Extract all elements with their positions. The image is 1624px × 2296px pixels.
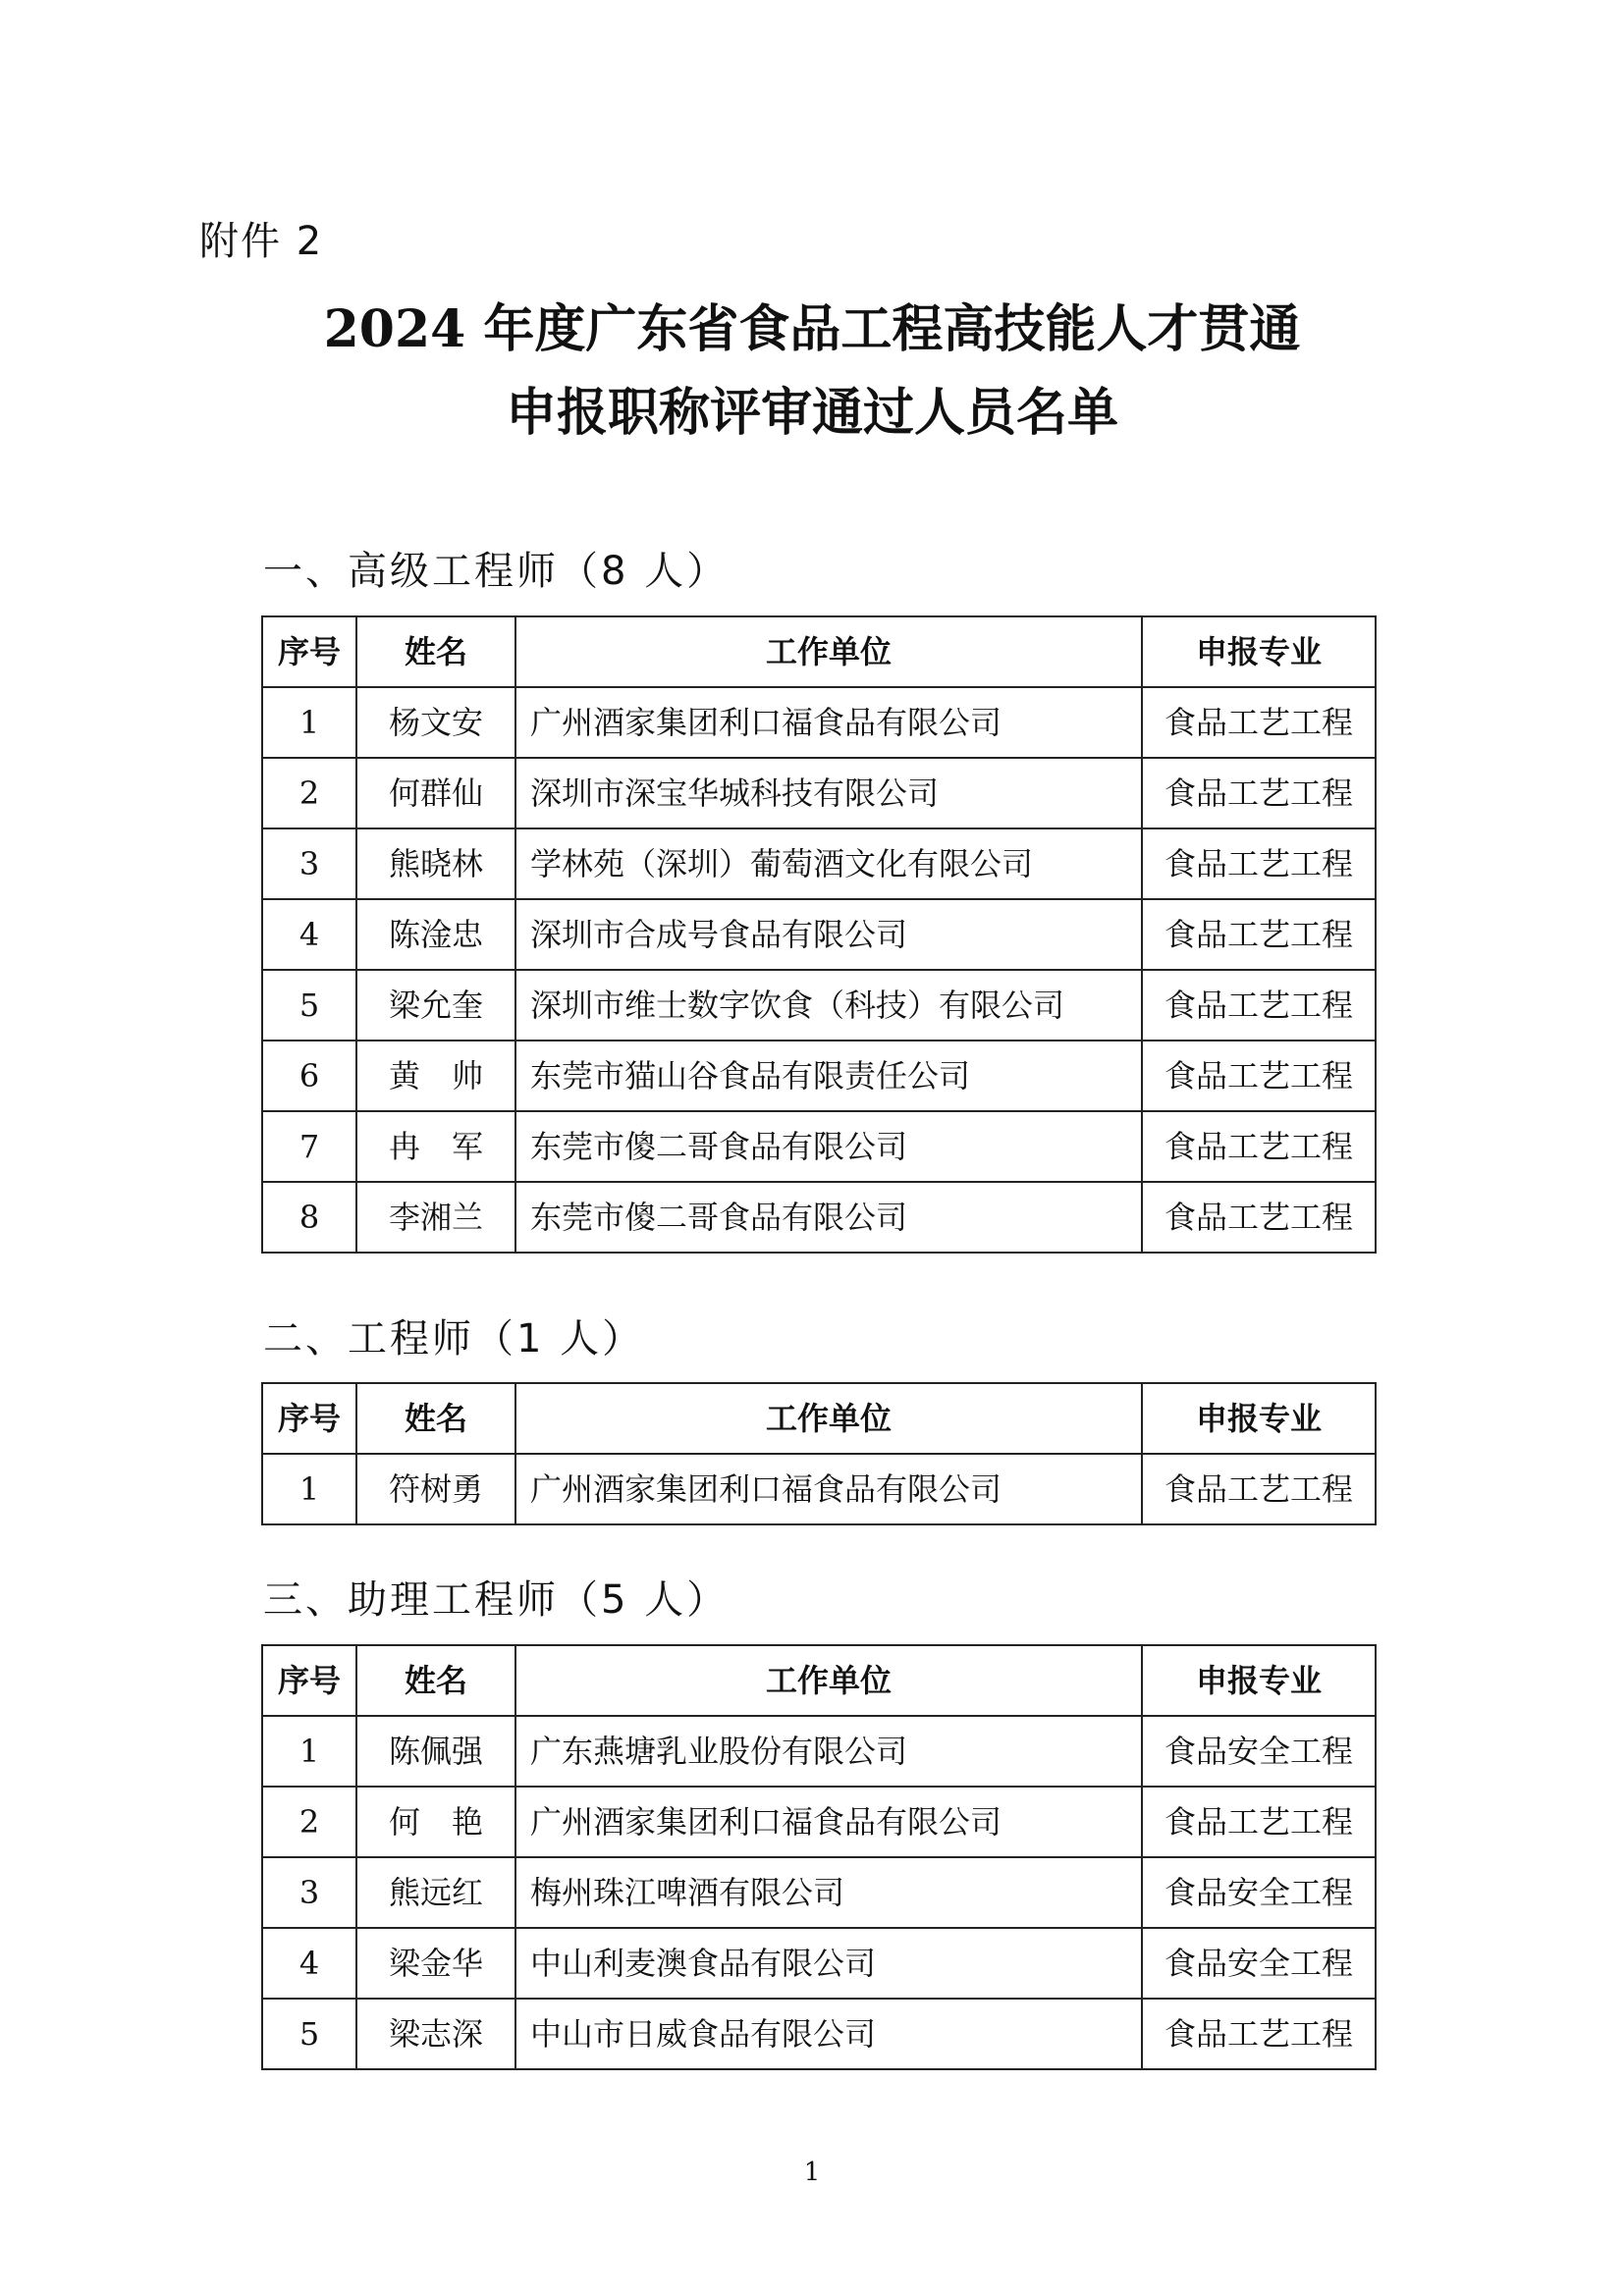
row-unit: 中山利麦澳食品有限公司 bbox=[515, 1928, 1142, 1999]
row-no: 6 bbox=[262, 1041, 356, 1111]
row-name: 何 艳 bbox=[356, 1787, 515, 1857]
header-major: 申报专业 bbox=[1142, 1383, 1376, 1454]
header-unit: 工作单位 bbox=[515, 1383, 1142, 1454]
row-unit: 学林苑（深圳）葡萄酒文化有限公司 bbox=[515, 828, 1142, 899]
row-major: 食品工艺工程 bbox=[1142, 1182, 1376, 1253]
table-row bbox=[262, 687, 1376, 758]
row-no: 1 bbox=[262, 1716, 356, 1787]
table-row bbox=[262, 1111, 1376, 1182]
header-unit: 工作单位 bbox=[515, 616, 1142, 687]
attachment-label: 附件 2 bbox=[199, 219, 324, 264]
row-unit: 深圳市合成号食品有限公司 bbox=[515, 899, 1142, 970]
row-major: 食品安全工程 bbox=[1142, 1857, 1376, 1928]
row-no: 2 bbox=[262, 1787, 356, 1857]
row-name: 梁志深 bbox=[356, 1999, 515, 2069]
row-name: 熊晓林 bbox=[356, 828, 515, 899]
section-heading-engineer: 二、工程师（1 人） bbox=[263, 1316, 645, 1362]
section-heading-assistant-engineer: 三、助理工程师（5 人） bbox=[263, 1577, 730, 1623]
table-header-row bbox=[262, 616, 1376, 687]
row-major: 食品工艺工程 bbox=[1142, 899, 1376, 970]
row-no: 2 bbox=[262, 758, 356, 828]
document-title-line-2: 申报职称评审通过人员名单 bbox=[505, 383, 1118, 443]
row-unit: 深圳市维士数字饮食（科技）有限公司 bbox=[515, 970, 1142, 1041]
engineer-table bbox=[261, 1382, 1377, 1525]
row-major: 食品工艺工程 bbox=[1142, 1111, 1376, 1182]
row-unit: 梅州珠江啤酒有限公司 bbox=[515, 1857, 1142, 1928]
header-name: 姓名 bbox=[356, 1383, 515, 1454]
row-name: 符树勇 bbox=[356, 1454, 515, 1524]
header-name: 姓名 bbox=[356, 1645, 515, 1716]
row-unit: 广州酒家集团利口福食品有限公司 bbox=[515, 687, 1142, 758]
row-name: 陈淦忠 bbox=[356, 899, 515, 970]
row-name: 熊远红 bbox=[356, 1857, 515, 1928]
header-no: 序号 bbox=[262, 1383, 356, 1454]
senior-engineer-table bbox=[261, 615, 1377, 1254]
header-no: 序号 bbox=[262, 616, 356, 687]
page-number: 1 bbox=[803, 2158, 821, 2187]
row-no: 8 bbox=[262, 1182, 356, 1253]
row-major: 食品工艺工程 bbox=[1142, 1999, 1376, 2069]
assistant-engineer-table bbox=[261, 1644, 1377, 2070]
row-name: 黄 帅 bbox=[356, 1041, 515, 1111]
row-name: 梁允奎 bbox=[356, 970, 515, 1041]
row-no: 1 bbox=[262, 687, 356, 758]
row-major: 食品工艺工程 bbox=[1142, 828, 1376, 899]
row-unit: 中山市日威食品有限公司 bbox=[515, 1999, 1142, 2069]
header-unit: 工作单位 bbox=[515, 1645, 1142, 1716]
header-name: 姓名 bbox=[356, 616, 515, 687]
row-major: 食品工艺工程 bbox=[1142, 1041, 1376, 1111]
row-name: 梁金华 bbox=[356, 1928, 515, 1999]
row-major: 食品工艺工程 bbox=[1142, 970, 1376, 1041]
table-row bbox=[262, 1716, 1376, 1787]
table-row bbox=[262, 1999, 1376, 2069]
row-no: 1 bbox=[262, 1454, 356, 1524]
table-row bbox=[262, 1787, 1376, 1857]
row-unit: 东莞市猫山谷食品有限责任公司 bbox=[515, 1041, 1142, 1111]
row-no: 3 bbox=[262, 1857, 356, 1928]
row-major: 食品安全工程 bbox=[1142, 1716, 1376, 1787]
table-row bbox=[262, 1041, 1376, 1111]
row-no: 4 bbox=[262, 1928, 356, 1999]
row-unit: 东莞市傻二哥食品有限公司 bbox=[515, 1182, 1142, 1253]
row-major: 食品工艺工程 bbox=[1142, 758, 1376, 828]
row-no: 3 bbox=[262, 828, 356, 899]
table-row bbox=[262, 970, 1376, 1041]
table-row bbox=[262, 899, 1376, 970]
row-major: 食品工艺工程 bbox=[1142, 687, 1376, 758]
row-name: 陈佩强 bbox=[356, 1716, 515, 1787]
table-row bbox=[262, 1928, 1376, 1999]
header-no: 序号 bbox=[262, 1645, 356, 1716]
row-name: 李湘兰 bbox=[356, 1182, 515, 1253]
row-name: 何群仙 bbox=[356, 758, 515, 828]
row-major: 食品工艺工程 bbox=[1142, 1454, 1376, 1524]
section-heading-senior-engineer: 一、高级工程师（8 人） bbox=[263, 549, 730, 594]
table-row bbox=[262, 1454, 1376, 1524]
row-no: 4 bbox=[262, 899, 356, 970]
row-name: 冉 军 bbox=[356, 1111, 515, 1182]
row-unit: 广东燕塘乳业股份有限公司 bbox=[515, 1716, 1142, 1787]
row-name: 杨文安 bbox=[356, 687, 515, 758]
table-row bbox=[262, 758, 1376, 828]
table-header-row bbox=[262, 1383, 1376, 1454]
header-major: 申报专业 bbox=[1142, 1645, 1376, 1716]
table-header-row bbox=[262, 1645, 1376, 1716]
document-title-line-1: 2024 年度广东省食品工程高技能人才贯通 bbox=[323, 299, 1301, 359]
row-unit: 深圳市深宝华城科技有限公司 bbox=[515, 758, 1142, 828]
row-unit: 广州酒家集团利口福食品有限公司 bbox=[515, 1454, 1142, 1524]
row-no: 7 bbox=[262, 1111, 356, 1182]
table-row bbox=[262, 1182, 1376, 1253]
table-row bbox=[262, 828, 1376, 899]
row-major: 食品工艺工程 bbox=[1142, 1787, 1376, 1857]
table-row bbox=[262, 1857, 1376, 1928]
row-unit: 广州酒家集团利口福食品有限公司 bbox=[515, 1787, 1142, 1857]
row-no: 5 bbox=[262, 970, 356, 1041]
row-major: 食品安全工程 bbox=[1142, 1928, 1376, 1999]
header-major: 申报专业 bbox=[1142, 616, 1376, 687]
row-unit: 东莞市傻二哥食品有限公司 bbox=[515, 1111, 1142, 1182]
row-no: 5 bbox=[262, 1999, 356, 2069]
